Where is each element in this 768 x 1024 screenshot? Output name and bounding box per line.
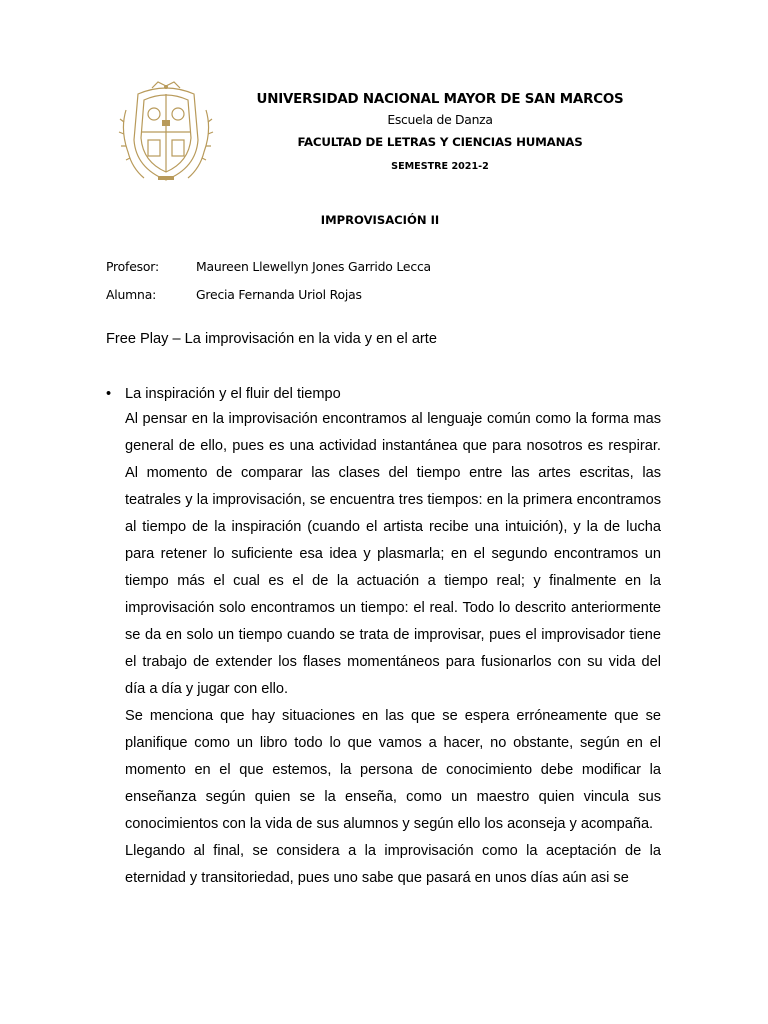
student-name: Grecia Fernanda Uriol Rojas xyxy=(196,287,362,302)
faculty-name: FACULTAD DE LETRAS Y CIENCIAS HUMANAS xyxy=(297,135,583,149)
section-heading-item xyxy=(106,386,341,402)
student-row xyxy=(106,287,362,302)
paragraph: Se menciona que hay situaciones en las que se espera erróneamente que se planifique como un libro todo lo que vamos a hacer, no obstante, según en el momento en el que estemos, la persona de conocimiento debe modificar la enseñanza según quien se la enseña, como un maestro quien vincula sus conocimientos con la vida de sus alumnos y según ello los aconseja y acompaña. xyxy=(125,708,661,832)
semester-label: SEMESTRE 2021-2 xyxy=(391,161,489,172)
university-name: UNIVERSIDAD NACIONAL MAYOR DE SAN MARCOS xyxy=(256,92,624,107)
professor-name: Maureen Llewellyn Jones Garrido Lecca xyxy=(196,259,431,274)
university-seal-icon xyxy=(118,80,214,186)
section-body xyxy=(125,406,661,892)
school-name: Escuela de Danza xyxy=(387,112,493,127)
course-title: IMPROVISACIÓN II xyxy=(320,213,440,227)
section-heading: La inspiración y el fluir del tiempo xyxy=(125,386,341,402)
paragraph: Llegando al final, se considera a la improvisación como la aceptación de la eternidad y transitoriedad, pues uno sabe que pasará en unos días aún asi se xyxy=(125,843,661,886)
student-label: Alumna: xyxy=(106,287,157,302)
bullet-icon: • xyxy=(106,386,112,402)
document-title: Free Play – La improvisación en la vida y en el arte xyxy=(106,331,437,347)
professor-row xyxy=(106,259,431,274)
paragraph: Al pensar en la improvisación encontramos al lenguaje común como la forma mas general de ello, pues es una actividad instantánea que para nosotros es respirar. Al momento de comparar las clases del tiempo entre las artes escritas, las teatrales y la improvisación, se encuentra tres tiempos: en la primera encontramos al tiempo de la inspiración (cuando el artista recibe una intuición), y la de lucha para retener lo suficiente esa idea y plasmarla; en el segundo encontramos un tiempo más el cual es el de la actuación a tiempo real; y finalmente en la improvisación solo encontramos un tiempo: el real. Todo lo descrito anteriormente se da en solo un tiempo cuando se trata de improvisar, pues el improvisador tiene el trabajo de extender los flases momentáneos para fusionarlos con su vida del día a día y jugar con ello. xyxy=(125,411,661,697)
professor-label: Profesor: xyxy=(106,259,159,274)
